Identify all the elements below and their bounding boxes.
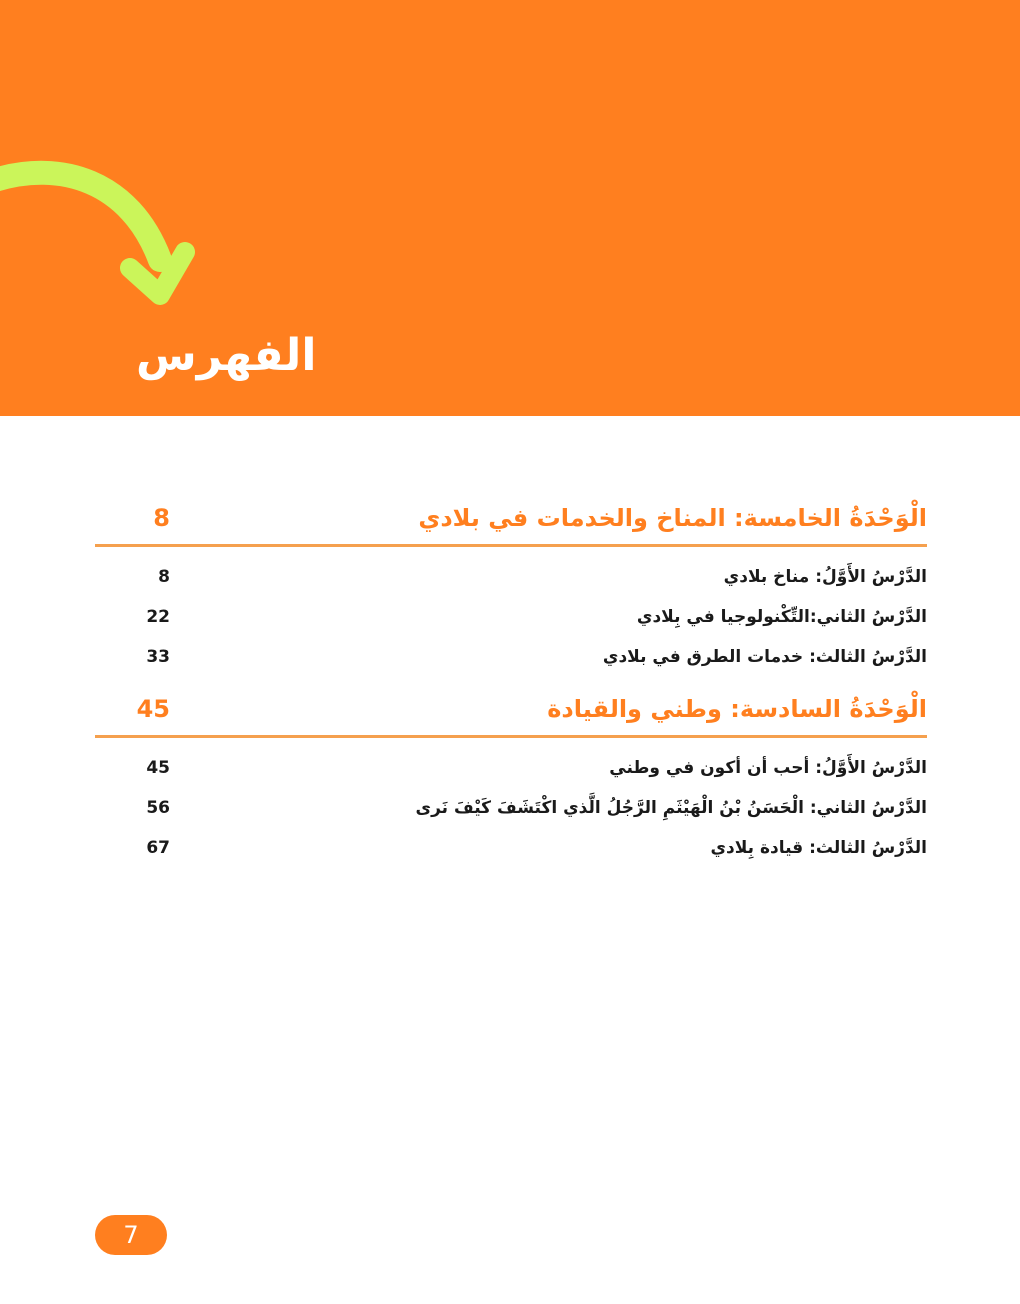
toc-lesson[interactable] [95,830,927,870]
header-banner [0,0,1020,416]
lesson-page-number: 67 [146,838,170,858]
lesson-title: الدَّرْسُ الثالث: خدمات الطرق في بلادي [602,647,927,667]
unit-title: الْوَحْدَةُ السادسة: وطني والقيادة [547,695,927,723]
lesson-title: الدَّرْسُ الثاني: الْحَسَنُ بْنُ الْهَيْثَمِ الرَّجُلُ الَّذي اكْتَشَفَ كَيْفَ نَرى [415,798,927,818]
unit-page-number: 45 [136,695,170,723]
unit-title: الْوَحْدَةُ الخامسة: المناخ والخدمات في بلادي [418,504,927,532]
lesson-page-number: 33 [146,647,170,667]
lesson-title: الدَّرْسُ الثالث: قيادة بِلادي [710,838,927,858]
lesson-title: الدَّرْسُ الأَوَّلُ: مناخ بلادي [723,567,927,587]
lesson-page-number: 56 [146,798,170,818]
toc-lesson[interactable] [95,639,927,679]
toc-unit-6[interactable] [95,685,927,738]
toc-lesson[interactable] [95,750,927,790]
lesson-page-number: 8 [158,567,170,587]
curved-arrow-icon [0,150,210,310]
table-of-contents [95,494,927,876]
lesson-title: الدَّرْسُ الأَوَّلُ: أحب أن أكون في وطني [609,758,927,778]
toc-lesson[interactable] [95,599,927,639]
lesson-title: الدَّرْسُ الثاني:التِّكْنولوجيا في بِلادي [636,607,927,627]
toc-unit-5[interactable] [95,494,927,547]
toc-lesson[interactable] [95,790,927,830]
lesson-page-number: 45 [146,758,170,778]
lesson-page-number: 22 [146,607,170,627]
unit-page-number: 8 [153,504,170,532]
page-number-badge: 7 [95,1215,167,1255]
page-title: الفهرس [136,330,317,381]
toc-lesson[interactable] [95,559,927,599]
